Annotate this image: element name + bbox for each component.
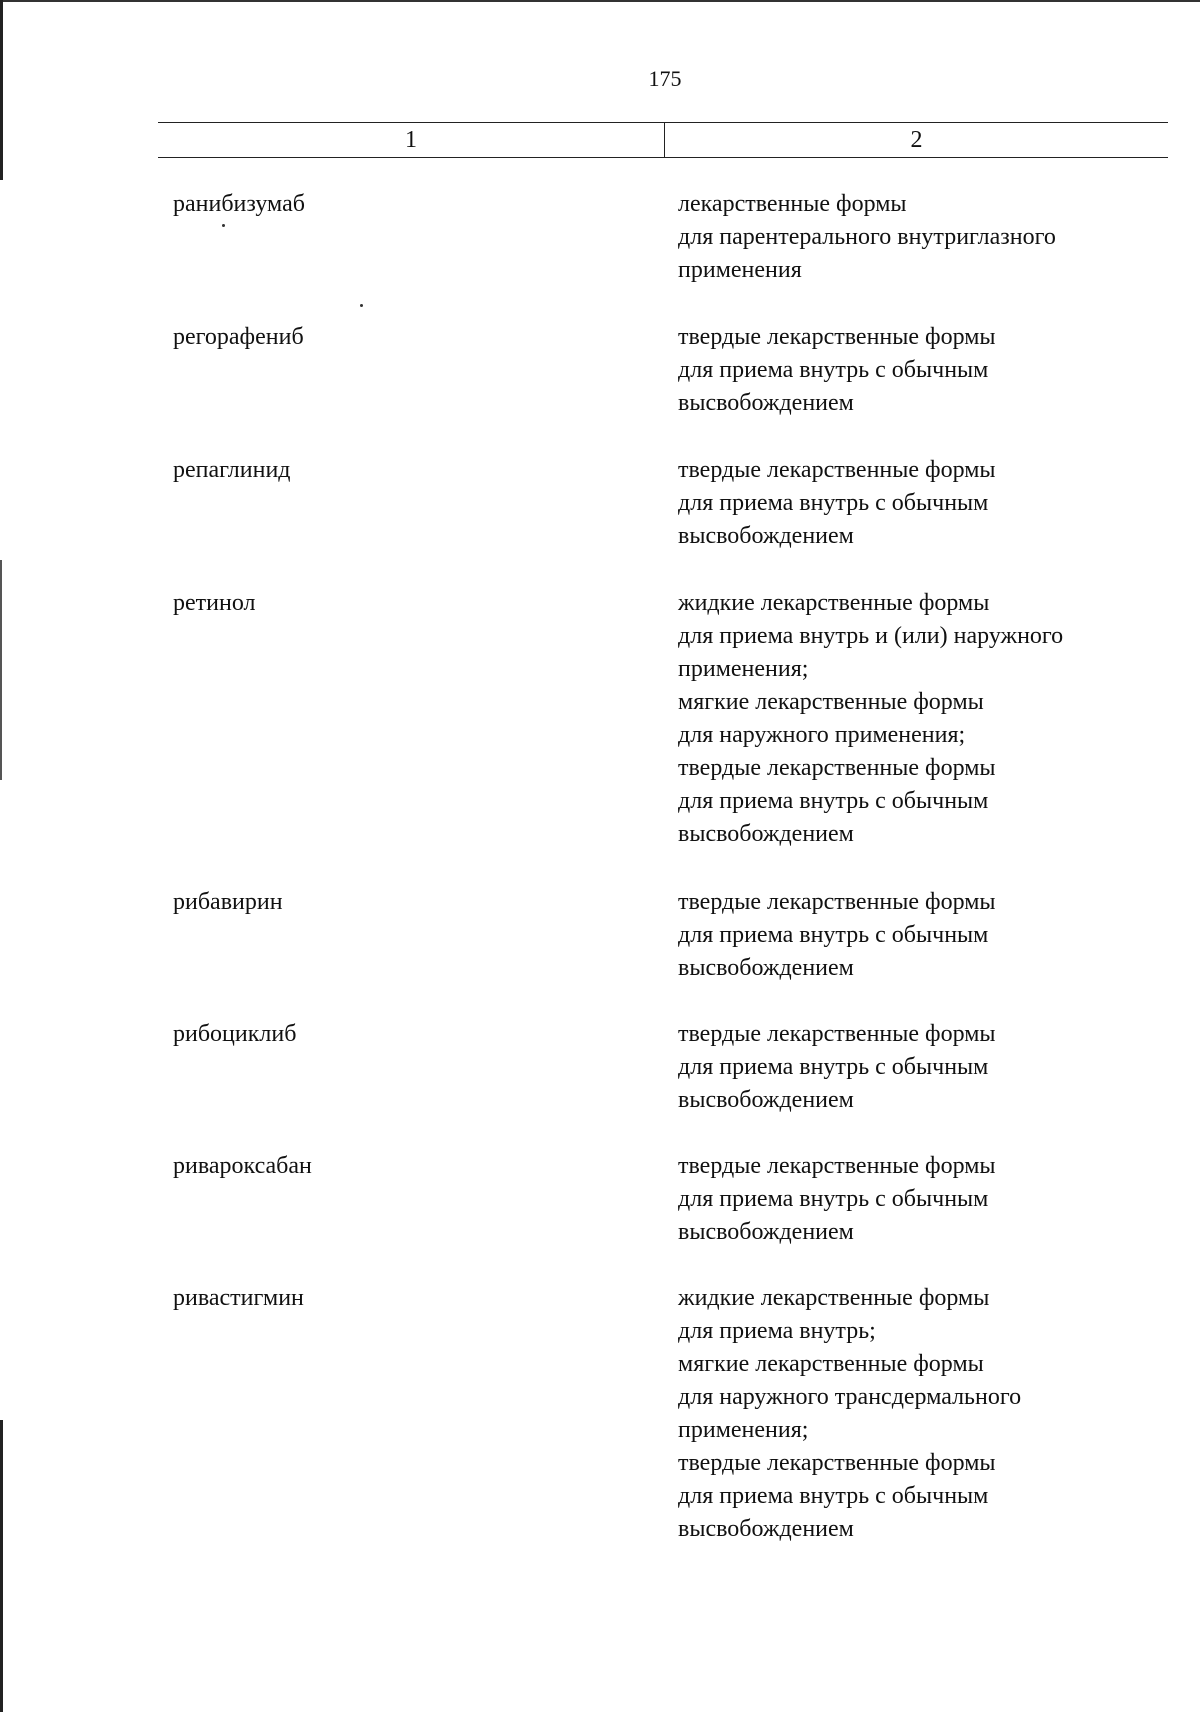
dosage-form-line: высвобождением xyxy=(678,390,854,416)
drug-name: рибавирин xyxy=(173,889,283,915)
dosage-form-line: для наружного применения; xyxy=(678,722,966,748)
drug-name: рибоциклиб xyxy=(173,1021,297,1047)
dosage-form-line: для наружного трансдермального xyxy=(678,1384,1022,1410)
dosage-form-line: высвобождением xyxy=(678,1516,854,1542)
dosage-form-line: для приема внутрь с обычным xyxy=(678,922,989,948)
dosage-form-line: для приема внутрь с обычным xyxy=(678,788,989,814)
dosage-form-line: для приема внутрь с обычным xyxy=(678,490,989,516)
column-header-2: 2 xyxy=(910,127,923,153)
dosage-form-line: лекарственные формы xyxy=(678,191,907,217)
drug-name: ретинол xyxy=(173,590,256,616)
dosage-forms xyxy=(678,188,1178,287)
dosage-form-line: твердые лекарственные формы xyxy=(678,1021,996,1047)
drug-name: ривастигмин xyxy=(173,1285,304,1311)
dosage-form-line: твердые лекарственные формы xyxy=(678,889,996,915)
dosage-form-line: для парентерального внутриглазного xyxy=(678,224,1056,250)
column-header-1: 1 xyxy=(405,127,417,153)
drug-name: репаглинид xyxy=(173,457,291,483)
dosage-forms xyxy=(678,1282,1178,1546)
dosage-form-line: мягкие лекарственные формы xyxy=(678,689,984,715)
dosage-form-line: для приема внутрь с обычным xyxy=(678,357,989,383)
scan-left-edge-bottom xyxy=(0,1420,3,1712)
dosage-form-line: твердые лекарственные формы xyxy=(678,324,996,350)
scan-speck xyxy=(360,304,363,307)
dosage-form-line: высвобождением xyxy=(678,1087,854,1113)
dosage-form-line: твердые лекарственные формы xyxy=(678,1450,996,1476)
drug-name: регорафениб xyxy=(173,324,304,350)
dosage-form-line: высвобождением xyxy=(678,821,854,847)
dosage-form-line: высвобождением xyxy=(678,955,854,981)
dosage-form-line: высвобождением xyxy=(678,523,854,549)
scan-speck xyxy=(222,224,225,227)
dosage-form-line: для приема внутрь с обычным xyxy=(678,1054,989,1080)
dosage-form-line: твердые лекарственные формы xyxy=(678,755,996,781)
dosage-form-line: для приема внутрь с обычным xyxy=(678,1483,989,1509)
page-number: 175 xyxy=(648,66,682,91)
dosage-form-line: высвобождением xyxy=(678,1219,854,1245)
dosage-form-line: для приема внутрь; xyxy=(678,1318,876,1344)
dosage-form-line: применения; xyxy=(678,656,809,682)
scan-left-edge-middle xyxy=(0,560,2,780)
dosage-forms xyxy=(678,1150,1178,1249)
scan-top-border xyxy=(0,0,1200,2)
drug-name: ривароксабан xyxy=(173,1153,312,1179)
dosage-forms xyxy=(678,886,1178,985)
dosage-form-line: твердые лекарственные формы xyxy=(678,457,996,483)
dosage-form-line: мягкие лекарственные формы xyxy=(678,1351,984,1377)
dosage-form-line: жидкие лекарственные формы xyxy=(678,590,990,616)
dosage-form-line: для приема внутрь с обычным xyxy=(678,1186,989,1212)
dosage-form-line: твердые лекарственные формы xyxy=(678,1153,996,1179)
dosage-form-line: для приема внутрь и (или) наружного xyxy=(678,623,1064,649)
dosage-forms xyxy=(678,587,1178,851)
drug-name: ранибизумаб xyxy=(173,191,305,217)
table-header xyxy=(158,122,1168,158)
dosage-form-line: применения xyxy=(678,257,802,283)
dosage-form-line: применения; xyxy=(678,1417,809,1443)
dosage-forms xyxy=(678,454,1178,553)
dosage-form-line: жидкие лекарственные формы xyxy=(678,1285,990,1311)
dosage-forms xyxy=(678,321,1178,420)
dosage-forms xyxy=(678,1018,1178,1117)
